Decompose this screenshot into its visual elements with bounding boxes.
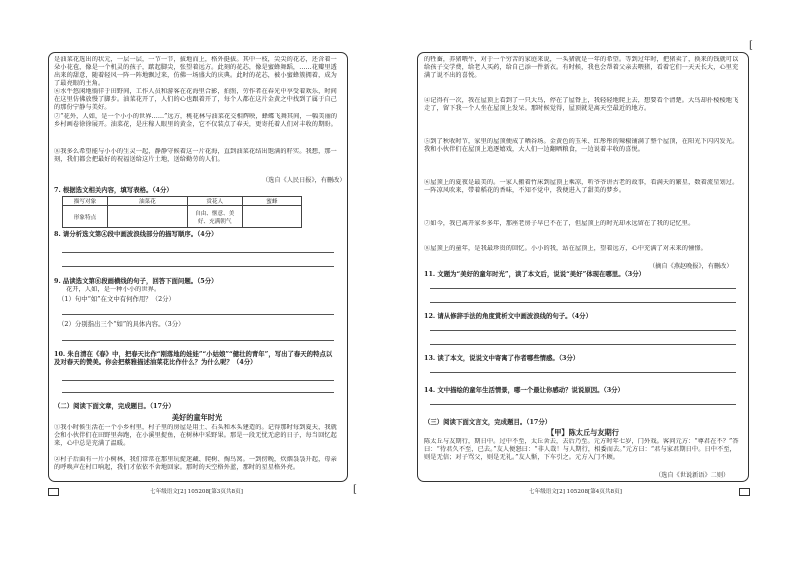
question-14: 14. 文中描绘的童年生活情景，哪一个最让你感动？说说原因。（3分） (424, 386, 624, 394)
table-header: 蜜蜂 (242, 197, 301, 206)
table-cell-blank[interactable] (242, 206, 301, 228)
table-cell: 自由、惬意、美好、充满朝气 (187, 206, 242, 228)
article-para-5: ⑤到了秋收时节，家里的屋顶便成了晒谷场。金黄色的玉米、红彤彤的辣椒铺满了整个屋顶，在阳光下闪闪发光。我和小伙伴们在屋顶上追逐嬉戏，大人们一边翻晒粮食，一边说着丰收的喜悦。 (424, 138, 739, 154)
right-page (397, 0, 794, 561)
article-para-8: ⑧屋顶上的童年，是我最珍贵的回忆。小小的我，站在屋顶上，望着远方，心中充满了对未来的憧憬。 (424, 245, 707, 252)
article-para-6: ⑥屋顶上的夏夜是最美的。一家人搬着竹床到屋顶上乘凉，听爷爷讲古老的故事，看满天的繁星，数着流星划过。一阵凉风吹来，带着稻花的香味，不知不觉中，我便进入了甜美的梦乡。 (424, 179, 739, 195)
corner-mark (739, 488, 750, 496)
classic-text: 陈太丘与友期行，期日中。过中不至，太丘舍去，去后乃至。元方时年七岁，门外戏。客问元方：“尊君在不？”答曰：“待君久不至，已去。”友人便怒曰：“非人哉！与人期行，相委而去。”元方曰：“君与家君期日中。日中不至，则是无信；对子骂父，则是无礼。”友人惭，下车引之。元方入门不顾。 (424, 438, 739, 462)
answer-line[interactable] (62, 340, 334, 341)
bracket-mark: [ (749, 40, 753, 51)
table-header: 赏花人 (187, 197, 242, 206)
question-13: 13. 读了本文，说说文中寄寓了作者哪些情感。（3分） (424, 354, 580, 362)
passage-para-6: ⑥水牛悠闲地徜徉于田野间，工作人员和游客在花海里合影，拍照，劳作者在春光中享受着欢乐，时间在这里仿佛放慢了脚步。油菜花开了，人们的心也跟着开了，每个人都在这片金黄之中找到了属于自己的那份宁静与美好。 (54, 88, 337, 112)
article-para-3: 的牲畜，养猪喂牛，对于一个穷苦的家庭来说，一头猪就是一年的希望。等到过年时，把猪卖了，换来的钱就可以给孩子交学费，给老人买药，给自己添一件新衣。有时候，我也会帮着父亲去喂猪，看着它们一天天长大，心里充满了说不出的喜悦。 (424, 56, 739, 80)
answer-line[interactable] (430, 372, 736, 373)
answer-line[interactable] (62, 314, 334, 315)
table-header: 油菜花 (108, 197, 188, 206)
answer-line[interactable] (430, 344, 736, 345)
article-para-1: ①我小时候生活在一个小乡村里，村子里的房屋是用土、石头和木头建造的。记得那时每到夏天，我就会和小伙伴们在田野里奔跑，在小溪里捉鱼，在树林中采野果。那是一段无忧无虑的日子，每当回忆起来，心中总是充满了温暖。 (54, 424, 337, 448)
article-para-7: ⑦如今，我已离开家乡多年，那座老房子早已不在了，但屋顶上的时光却永远留在了我的记忆里。 (424, 220, 695, 227)
question-9-2: （2）分别指出三个“如”的具体内容。（3分） (58, 320, 185, 328)
question-9: 9. 品读选文第⑥段画横线的句子，回答下面问题。（5分） (54, 277, 218, 285)
page-footer: 七年级语文[2] 105208[第3页共8页] (150, 489, 243, 495)
question-11: 11. 文题为“美好的童年时光”，读了本文后，说说“美好”体现在哪里。（3分） (424, 270, 646, 278)
answer-line[interactable] (430, 404, 736, 405)
section-3-heading: （三）阅读下面文言文，完成题目。（17分） (424, 418, 552, 426)
source-label-1: （选自《人民日报》，有删改） (262, 177, 346, 184)
source-label-2: （摘自《燕赵晚报》，有删改） (649, 263, 733, 270)
passage-top: 是油菜花选出的状元，一层一层，一节一节，拔地而上，格外挺拔。其中一枝，尖尖的花芯，还含着一朵小花苞，像是一个机灵的孩子，踮起脚尖，张望着远方。此刻的花芯，像是蜜蜂舞蹈，……花瓣里透出来的甜意，随着轻风一阵一阵地飘过来，仿佛一场盛大的庆典。此时的花芯，被小蜜蜂簇拥着，成为了最亮眼的主角。 (54, 56, 337, 88)
question-9-1: （1）句中“如”在文中有何作用？（2分） (58, 295, 175, 303)
article-para-2: ②村子后面有一片小树林，我们常常在那里玩捉迷藏、爬树、掏鸟窝。一到傍晚，炊烟袅袅升起，母亲的呼唤声在村口响起，我们才依依不舍地回家。那时的天空格外蓝，那时的星星格外亮。 (54, 456, 337, 472)
table-cell-blank[interactable] (108, 206, 188, 228)
answer-line[interactable] (62, 380, 334, 381)
section-2-heading: （二）阅读下面文章，完成题目。（17分） (54, 402, 175, 410)
answer-line[interactable] (62, 252, 334, 253)
passage-para-8: ⑧我多么希望能与小小的生灵一起，静静守候着这一片花海，直到油菜花结出饱满的籽实。我想，那一刻，我们都会把最好的祝福送给这片土地，送给勤劳的人们。 (54, 148, 337, 164)
question-9-quote: 花开，人如，是一种小小的世界。 (66, 286, 161, 293)
table-row-label: 形象特点 (63, 206, 108, 228)
question-7-table (62, 196, 302, 228)
corner-mark (48, 488, 59, 496)
question-10: 10. 朱自清在《春》中，把春天比作“刚落地的娃娃”“小姑娘”“健壮的青年”，写出了春天的特点以及对春天的赞美。你会把蔡雅描述油菜花比作什么？为什么呢？（4分） (54, 350, 333, 366)
answer-line[interactable] (430, 288, 736, 289)
answer-line[interactable] (62, 266, 334, 267)
page-footer: 七年级语文[2] 105208[第4页共8页] (529, 489, 622, 495)
answer-line[interactable] (62, 392, 334, 393)
table-header: 描写对象 (63, 197, 108, 206)
question-7: 7. 根据选文相关内容，填写表格。（4分） (54, 186, 173, 194)
article-title: 美好的童年时光 (171, 413, 223, 422)
answer-line[interactable] (430, 330, 736, 331)
classic-title: 【甲】陈太丘与友期行 (547, 428, 619, 437)
source-label-3: （选自《世说新语》二则） (655, 472, 730, 479)
article-para-4: ④记得有一次，我在屋顶上看到了一只大鸟，停在了屋脊上，我轻轻地爬上去，想要看个清楚。大鸟却扑棱棱地飞走了，留下我一个人坐在屋顶上发呆。那时候觉得，屋顶就是离天空最近的地方。 (424, 97, 739, 113)
passage-para-7: ⑦“花外，人如，是一个小小的世界……”远方，桃花林与油菜花交相辉映，蜂蝶飞舞其间，一幅美丽的乡村画卷徐徐展开。油菜花，是庄稼人眼里的黄金，它不仅装点了春天，更寄托着人们对丰收的期盼。 (54, 113, 338, 129)
question-12: 12. 请从修辞手法的角度赏析文中画波浪线的句子。（4分） (424, 312, 592, 320)
answer-line[interactable] (430, 302, 736, 303)
question-8: 8. 请分析选文第④段中画波浪线部分的描写顺序。（4分） (54, 230, 218, 238)
bracket-mark: [ (353, 484, 357, 495)
